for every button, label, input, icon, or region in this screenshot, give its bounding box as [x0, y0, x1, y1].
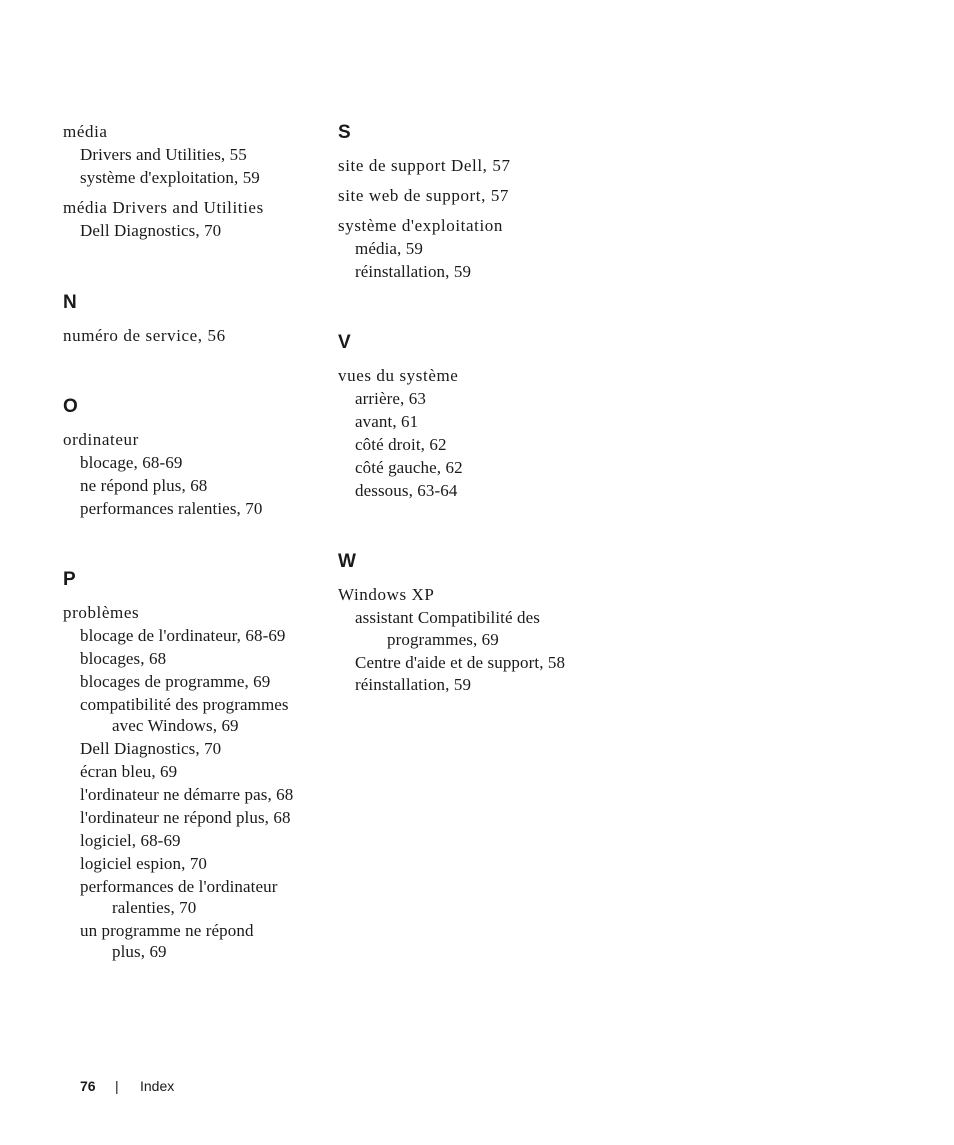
- index-entry-sub: Dell Diagnostics, 70: [80, 739, 222, 758]
- section-letter: W: [338, 551, 356, 572]
- index-entry-sub: l'ordinateur ne démarre pas, 68: [80, 785, 294, 804]
- index-entry-sub: un programme ne répond: [80, 921, 254, 940]
- index-entry-sub: réinstallation, 59: [355, 262, 472, 281]
- index-entry-sub: Dell Diagnostics, 70: [80, 221, 222, 240]
- index-entry-sub: logiciel espion, 70: [80, 854, 208, 873]
- section-letter: V: [338, 332, 351, 353]
- section-letter: O: [63, 396, 78, 417]
- index-entry-sub: ne répond plus, 68: [80, 476, 208, 495]
- index-entry-main: Windows XP: [338, 585, 435, 604]
- index-entry-sub: arrière, 63: [355, 389, 426, 408]
- index-entry-sub: dessous, 63-64: [355, 481, 458, 500]
- index-entry-main: numéro de service, 56: [63, 326, 226, 345]
- index-entry-main: site web de support, 57: [338, 186, 510, 205]
- index-entry-sub: performances ralenties, 70: [80, 499, 263, 518]
- index-entry-sub: blocages de programme, 69: [80, 672, 271, 691]
- index-entry-sub: réinstallation, 59: [355, 675, 472, 694]
- index-entry-sub: avant, 61: [355, 412, 419, 431]
- index-entry-sub: média, 59: [355, 239, 423, 258]
- index-entry-sub: écran bleu, 69: [80, 762, 178, 781]
- index-entry-continuation: ralenties, 70: [112, 898, 197, 917]
- index-entry-main: média Drivers and Utilities: [63, 198, 264, 217]
- index-entry-continuation: avec Windows, 69: [112, 716, 239, 735]
- index-entry-sub: Drivers and Utilities, 55: [80, 145, 247, 164]
- page-number: 76: [80, 1078, 96, 1094]
- index-entry-sub: système d'exploitation, 59: [80, 168, 260, 187]
- index-entry-main: média: [63, 122, 108, 141]
- index-entry-sub: blocage de l'ordinateur, 68-69: [80, 626, 286, 645]
- index-entry-sub: blocages, 68: [80, 649, 167, 668]
- index-entry-main: système d'exploitation: [338, 216, 503, 235]
- index-entry-sub: Centre d'aide et de support, 58: [355, 653, 566, 672]
- index-entry-main: problèmes: [63, 603, 140, 622]
- index-entry-main: ordinateur: [63, 430, 139, 449]
- index-entry-continuation: programmes, 69: [387, 630, 499, 649]
- index-entry-sub: compatibilité des programmes: [80, 695, 289, 714]
- section-letter: S: [338, 122, 351, 143]
- footer-section-title: Index: [140, 1078, 175, 1094]
- section-letter: P: [63, 569, 76, 590]
- index-entry-main: vues du système: [338, 366, 459, 385]
- index-entry-sub: côté gauche, 62: [355, 458, 463, 477]
- index-entry-main: site de support Dell, 57: [338, 156, 511, 175]
- index-entry-sub: logiciel, 68-69: [80, 831, 181, 850]
- index-entry-sub: performances de l'ordinateur: [80, 877, 278, 896]
- section-letter: N: [63, 292, 77, 313]
- index-entry-sub: côté droit, 62: [355, 435, 447, 454]
- index-entry-sub: assistant Compatibilité des: [355, 608, 540, 627]
- footer-separator: |: [115, 1078, 119, 1094]
- index-entry-sub: blocage, 68-69: [80, 453, 183, 472]
- index-entry-sub: l'ordinateur ne répond plus, 68: [80, 808, 291, 827]
- index-entry-continuation: plus, 69: [112, 942, 167, 961]
